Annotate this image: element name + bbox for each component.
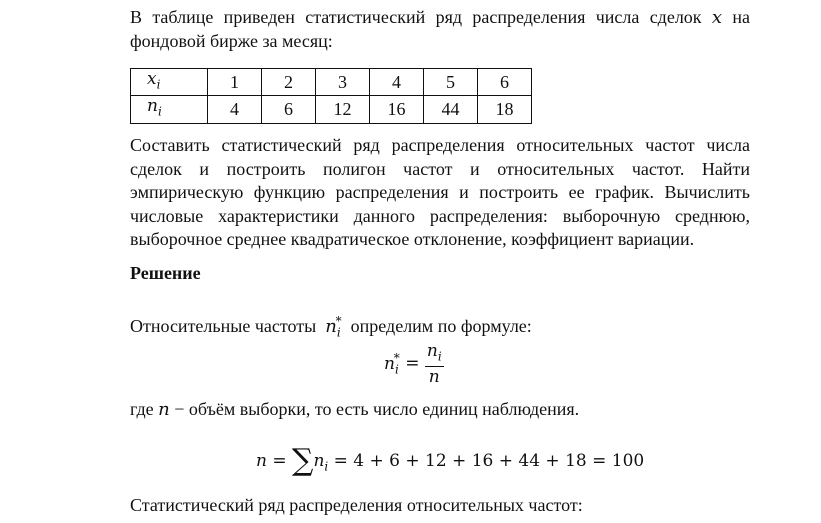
table-cell: 3 — [316, 69, 370, 96]
intro-paragraph — [130, 6, 750, 53]
row-x-symbol: x — [147, 69, 157, 89]
sum-n: n — [313, 451, 325, 471]
sum-sub: i — [324, 459, 329, 474]
row-x-header — [131, 69, 208, 96]
row-n-symbol: n — [147, 96, 158, 117]
table-row-n — [131, 96, 532, 123]
row-n-header — [131, 96, 208, 123]
where-n-symbol: n — [158, 399, 170, 420]
table-row-x — [131, 69, 532, 96]
task-line-last: выборочное среднее квадратическое отклонение, коэффициент вариации. — [130, 229, 695, 249]
sum-formula — [256, 443, 644, 478]
lhs-sub: i — [394, 362, 399, 377]
sum-lhs-n: n — [256, 451, 267, 471]
task-line: Составить статистический ряд распределения относительных частот числа — [130, 135, 750, 155]
intro-text: В таблице приведен статистический ряд распределения числа сделок — [130, 7, 702, 27]
i-subscript: i — [336, 325, 341, 340]
fraction-denominator: n — [428, 367, 440, 388]
table-cell: 6 — [262, 96, 316, 123]
sum-sign-icon: ∑ — [292, 443, 314, 478]
table-cell: 18 — [478, 96, 532, 123]
num-n: n — [426, 341, 438, 361]
fraction-numerator — [425, 341, 444, 367]
formula-equals: = — [405, 353, 420, 374]
num-sub: i — [437, 349, 442, 364]
row-n-subscript: i — [157, 104, 162, 119]
task-line: эмпирическую функцию распределения и построить ее график. Вычислить — [130, 182, 750, 202]
table-cell: 4 — [208, 96, 262, 123]
solution-heading: Решение — [130, 263, 201, 283]
final-line: Статистический ряд распределения относительных частот: — [130, 495, 583, 515]
table-cell: 44 — [424, 96, 478, 123]
star-superscript: * — [335, 314, 342, 328]
where-text-after: − объём выборки, то есть число единиц наблюдения. — [174, 399, 580, 419]
where-text: где — [130, 399, 154, 419]
sum-expression: = 4 + 6 + 12 + 16 + 44 + 18 = 100 — [333, 451, 645, 471]
intro-line1-end: на — [732, 7, 750, 27]
task-line: числовые характеристики данного распределения: выборочную среднюю, — [130, 205, 750, 226]
intro-line-2: фондовой бирже за месяц: — [130, 30, 333, 51]
table-cell: 6 — [478, 69, 532, 96]
row-x-subscript: i — [156, 77, 161, 92]
rel-freq-text-after: определим по формуле: — [350, 316, 532, 336]
distribution-table — [130, 68, 532, 124]
table-cell: 4 — [370, 69, 424, 96]
lhs-n: n — [384, 353, 395, 374]
task-line: сделок и построить полигон частот и относительных частот. Найти — [130, 158, 750, 179]
table-cell: 16 — [370, 96, 424, 123]
rel-freq-text: Относительные частоты — [130, 316, 317, 336]
n-symbol: n — [325, 316, 337, 337]
table-cell: 5 — [424, 69, 478, 96]
table-cell: 1 — [208, 69, 262, 96]
formula-lhs — [384, 351, 400, 377]
intro-line-1 — [130, 6, 750, 30]
lhs-star: * — [393, 351, 400, 366]
var-x: x — [711, 7, 723, 28]
task-paragraph — [130, 134, 750, 252]
rel-freq-line — [130, 310, 750, 345]
table-cell: 12 — [316, 96, 370, 123]
formula-fraction — [425, 341, 444, 387]
n-star-symbol — [325, 314, 342, 340]
sum-equals: = — [272, 451, 287, 471]
table-cell: 2 — [262, 69, 316, 96]
where-line — [130, 398, 750, 422]
rel-freq-formula — [384, 341, 444, 387]
